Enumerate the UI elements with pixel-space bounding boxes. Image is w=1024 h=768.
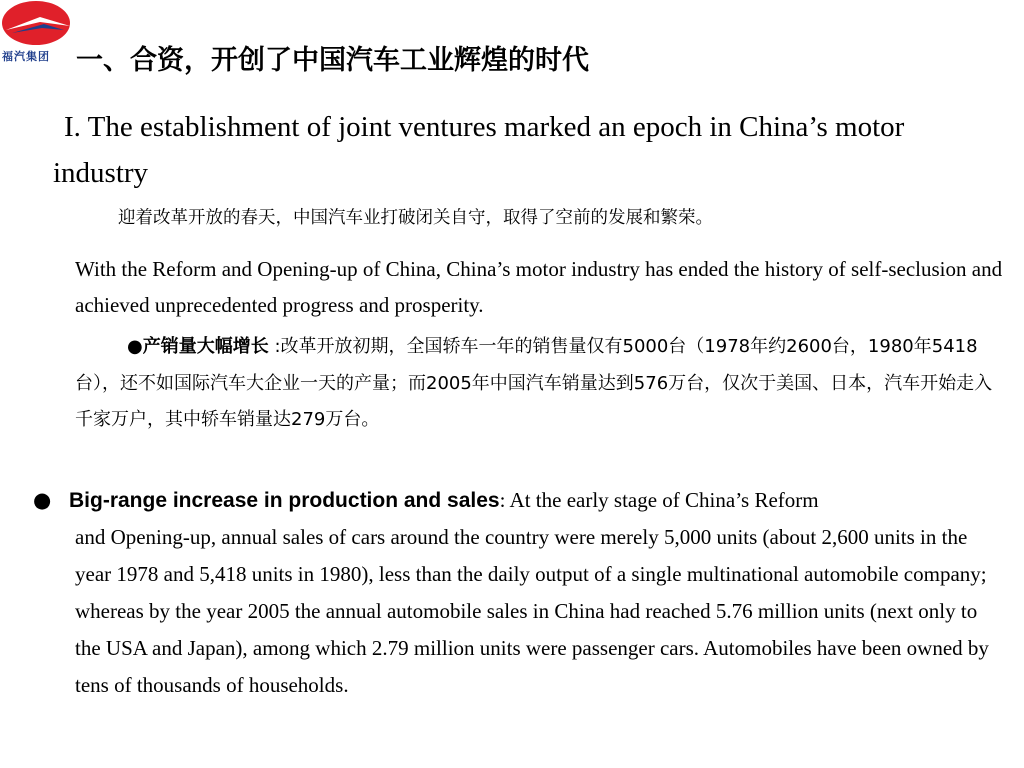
intro-paragraph-chinese: 迎着改革开放的春天，中国汽车业打破闭关自守，取得了空前的发展和繁荣。 (118, 208, 713, 228)
bullet-paragraph-chinese (75, 329, 995, 439)
company-logo (0, 0, 74, 70)
page-title-chinese: 一、合资，开创了中国汽车工业辉煌的时代 (76, 45, 589, 76)
page-title-english: I. The establishment of joint ventures marked an epoch in China’s motor industry (53, 111, 905, 189)
logo-text: 福汽集团 (2, 50, 50, 63)
bullet-body-english: and Opening-up, annual sales of cars around the country were merely 5,000 units (about 2,600 units in the year 1978 and 5,418 units in 1980), less than the daily output of a single multinational automobile company; whereas by the year 2005 the annual automobile sales in China had reached 5.76 million units (next only to the USA and Japan), among which 2.79 million units were passenger cars. Automobiles have been owned by tens of thousands of households. (75, 525, 989, 697)
bullet-heading-english: Big-range increase in production and sales (69, 489, 500, 512)
bullet-paragraph-english (33, 482, 998, 704)
bullet-body-english-first-line: : At the early stage of China’s Reform (499, 488, 819, 512)
bullet-body-chinese: :改革开放初期，全国轿车一年的销售量仅有5000台（1978年约2600台，1980年5418台），还不如国际汽车大企业一天的产量；而2005年中国汽车销量达到576万台，仅次于美国、日本，汽车开始走入千家万户，其中轿车销量达279万台。 (75, 336, 993, 430)
intro-paragraph-english: With the Reform and Opening-up of China, China’s motor industry has ended the history of self-seclusion and achieved unprecedented progress and prosperity. (75, 257, 1003, 317)
bullet-heading-chinese: 产销量大幅增长 (142, 336, 269, 357)
bullet-marker: ● (127, 336, 143, 357)
logo-emblem-icon (0, 0, 74, 50)
bullet-marker: ● (33, 488, 52, 512)
